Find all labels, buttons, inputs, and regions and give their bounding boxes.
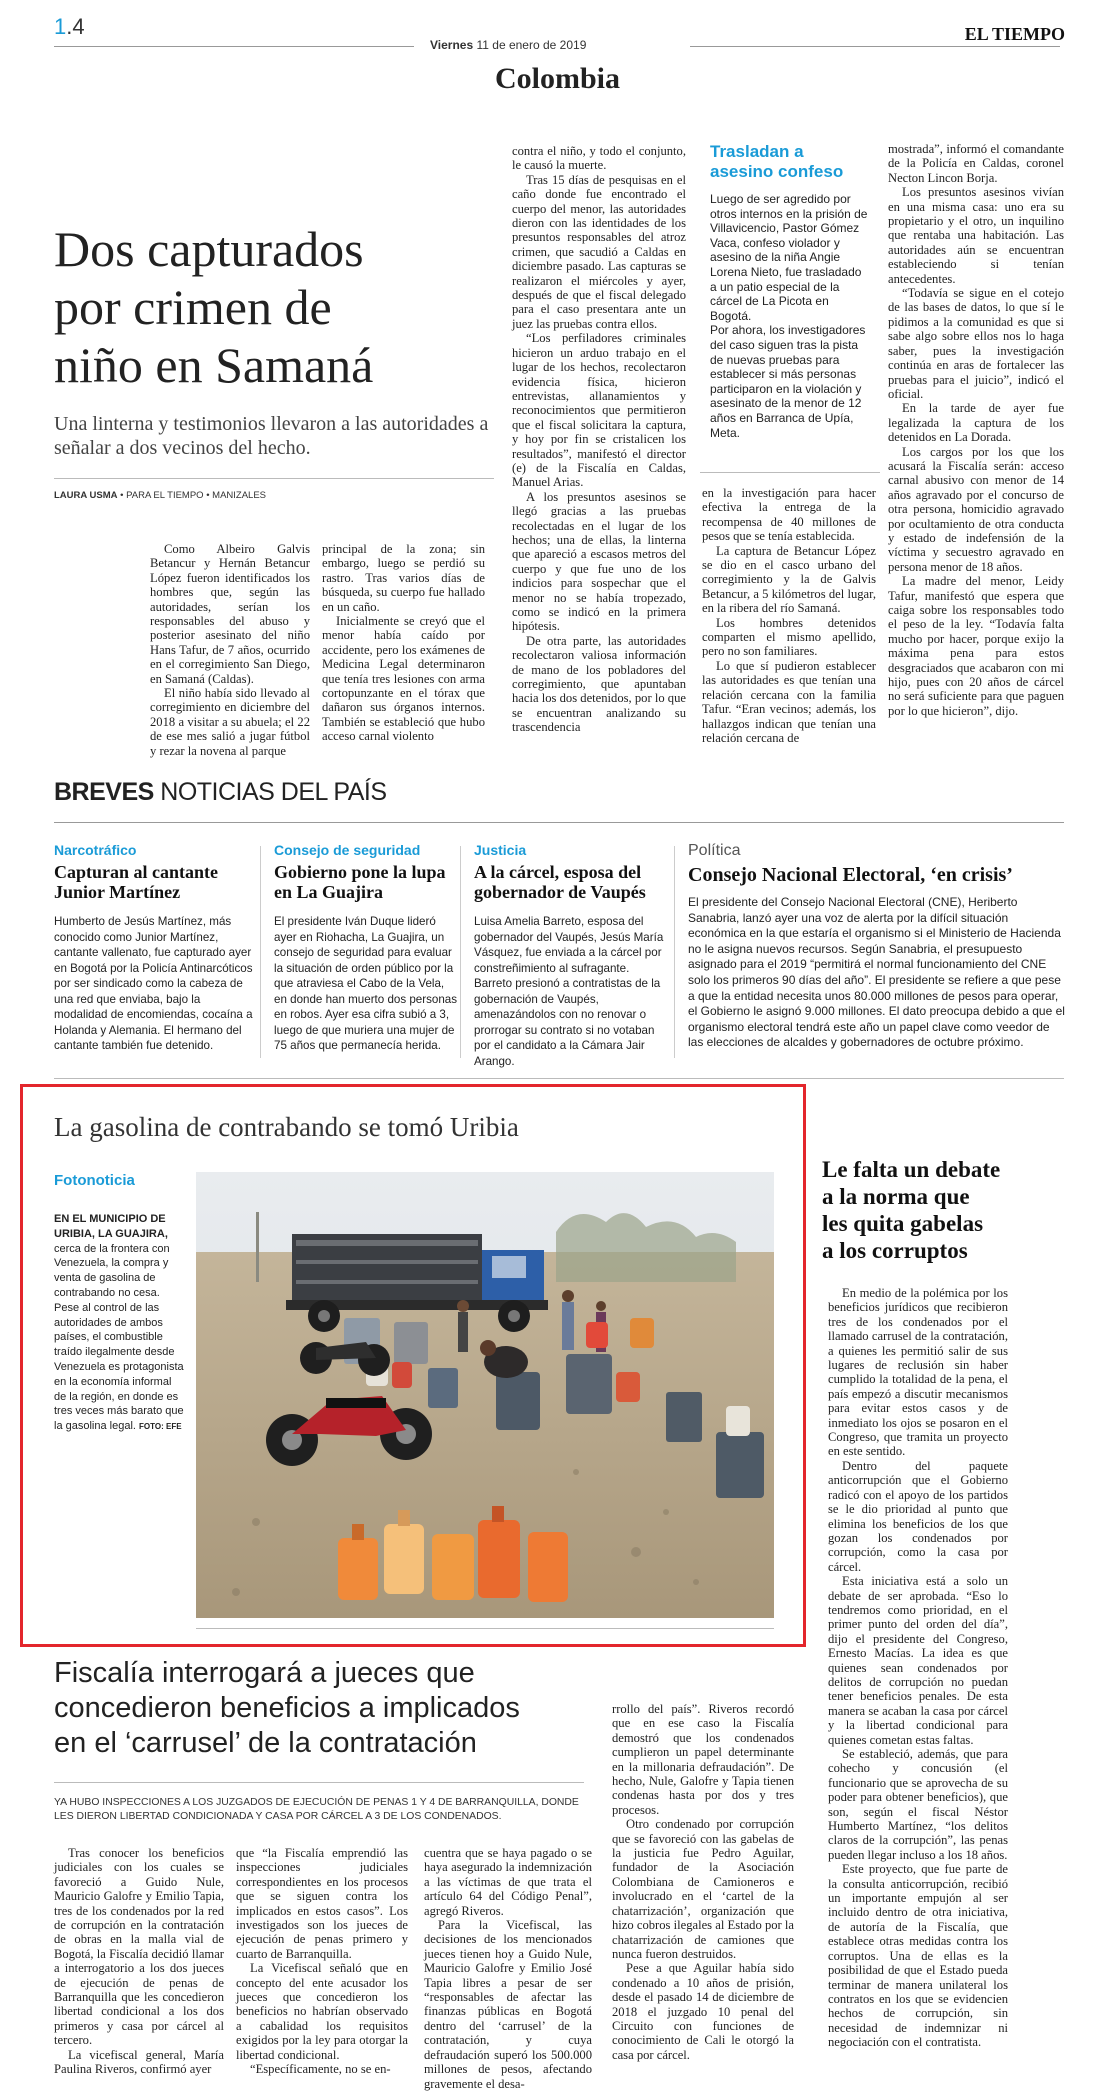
photo-headline: La gasolina de contrabando se tomó Uribia [54,1112,519,1142]
main-byline: LAURA USMA • PARA EL TIEMPO • MANIZALES [54,490,267,501]
sidebar-title: Trasladan a asesino confeso [710,142,844,181]
brief-2 [274,842,459,1054]
fiscalia-column-3: cuentra que se haya pagado o se haya asegurado la indemnización a las víctimas de que trata el artículo 64 del Código Penal”, agregó Riveros. Para la Vicefiscal, las decisiones de los mencionados jueces tienen hoy a Guido Nule, Mauricio Galofre y Emilio José Tapia libres a pesar de ser “responsables de afectar las finanzas públicas en Bogotá dentro del ‘carrusel’ de la contratación, y cuya defraudación superó los 500.000 millones de pesos, afectando gravemente el desa- [424,1846,592,2091]
brief-text: El presidente Iván Duque lideró ayer en Riohacha, La Guajira, un consejo de seguridad para evaluar la situación de orden público por la que atraviesa el Cabo de la Vela, en donde han muerto dos personas en robos. Ayer esa cifra subió a 3, luego de que muriera una mujer de 75 años que permanecía herida. [274,915,458,1052]
fiscalia-column-4: rrollo del país”. Riveros recordó que en ese caso la Fiscalía demostró que los condenados cumplieron un papel determinante en la millonaria defraudación”. De hecho, Nule, Galofre y Tapia tienen condenas hasta por dos y tres procesos. Otro condenado por corrupción que se favoreció con las gabelas de la justicia fue Pedro Aguilar, fundador de la Asociación Colombiana de Camioneros e involucrado en el ‘cartel de la chatarrización’, organización que hizo cobros ilegales al Estado por la chatarrización de camiones que nunca fueron destruidos. Pese a que Aguilar había sido condenado a 10 años de prisión, desde el pasado 14 de diciembre de 2018 el juzgado 10 penal del Circuito con funciones de conocimiento de Cali le otorgó la casa por cárcel. [612,1702,794,2062]
brief-title: Consejo Nacional Electoral, ‘en crisis’ [688,864,1013,886]
brief-1 [54,842,254,1054]
brief-text: Humberto de Jesús Martínez, más conocido como Junior Martínez, cantante vallenato, fue capturado ayer en Bogotá por la Policía Antinarcóticos por ser sindicado como la cabeza de una red que enviaba, bajo la modalidad de encomiendas, cocaína a Holanda y Alemania. El hermano del cantante también fue detenido. [54,915,253,1052]
fiscalia-column-1: Tras conocer los beneficios judiciales con los cuales se favoreció a Guido Nule, Mauricio Galofre y Emilio Tapia, tres de los condenados por la red de corrupción en la contratación de obras en la malla vial de Bogotá, la Fiscalía decidió llamar a interrogatorio a los dos jueces de ejecución de penas de Barranquilla que les concedieron libertad condicional a los dos primeros y casa por cárcel al tercero. La vicefiscal general, María Paulina Riveros, confirmó ayer [54,1846,224,2077]
brief-kicker: Justicia [474,842,527,858]
brief-kicker: Política [688,842,741,859]
photo-credit: FOTO: EFE [139,1422,182,1432]
brief-title: Capturan al cantante Junior Martínez [54,862,219,902]
main-headline: Dos capturados por crimen de niño en Samaná [54,221,374,393]
brief-text: El presidente del Consejo Nacional Electoral (CNE), Heriberto Sanabria, lanzó ayer una voz de alerta por la difícil situación económica en la que estaría el organismo si el Ministerio de Hacienda no le asigna nuevos recursos. Según Sanabria, el presupuesto asignado para el 2019 “permitirá el normal funcionamiento del CNE solo los primeros 90 días del año”. El presidente se refiere a que pese a que la entidad necesita unos 80.000 millones de pesos para operar, el Gobierno le asignó 9.000 millones. El dato preocupa debido a que el organismo electoral tendrá este año un papel clave como veedor de las elecciones de alcaldes y gobernadores de octubre próximo. [688,895,1065,1050]
main-column-3: contra el niño, y todo el conjunto, le causó la muerte. Tras 15 días de pesquisas en el caño donde fue encontrado el cuerpo del menor, las autoridades dieron con las identidades de los presuntos responsables del atroz crimen, que sacudió a Caldas en diciembre pasado. Las capturas se realizaron el miércoles y ayer, después de que el fiscal delegado para el caso presentara ante un juez las pruebas contra ellos. “Los perfiladores criminales hicieron un arduo trabajo en el lugar de los hechos, recolectaron evidencia física, hicieron entrevistas, allanamientos y reconocimientos que permitieron que el fiscal solicitara la captura, y hoy por fin se cristalicen los resultados”, manifestó el director (e) de la Fiscalía en Caldas, Manuel Arias. A los presuntos asesinos se llegó gracias a las pruebas recolectadas en el lugar de los hechos; una de ellas, la linterna que apareció a escasos metros del cuerpo y que fue uno de los indicios para sospechar que el menor no se había tropezado, como se indicó en la primera hipótesis. De otra parte, las autoridades recolectaron valiosa información de mano de los pobladores del corregimiento, que apuntaban hacia los dos detenidos, por lo que se encuentran analizando su trascendencia [512,144,686,735]
main-column-1: Como Albeiro Galvis Betancur y Hernán Betancur López fueron identificados los hombres que, según las autoridades, serían los responsables del abuso y posterior asesinato del niño Hans Tafur, de 7 años, ocurrido en el corregimiento San Diego, en Samaná (Caldas). El niño había sido llevado al corregimiento en diciembre del 2018 a visitar a su abuela; el 22 de ese mes salió a jugar fútbol y rezar la novena al parque [150,542,310,758]
photo-kicker: Fotonoticia [54,1172,135,1189]
section-title: Colombia [494,62,620,95]
debate-headline: Le falta un debate a la norma que les quita gabelas a los corruptos [822,1157,1001,1263]
photo-caption: EN EL MUNICIPIO DE URIBIA, LA GUAJIRA, cerca de la frontera con Venezuela, la compra y venta de gasolina de contrabando no cesa. Pese al control de las autoridades de ambos países, el combustible traído ilegalmente desde Venezuela es protagonista en la economía informal de la región, en donde es tres veces más barato que la gasolina legal. FOTO: EFE [54,1213,184,1433]
fiscalia-column-2: que “la Fiscalía emprendió las inspecciones judiciales correspondientes en los procesos que se siguen contra los implicados en estos casos”. Los investigados son los jueces de ejecución de penas primero y cuarto de Barranquilla. La Vicefiscal señaló que en concepto del ente acusador los jueces que concedieron los beneficios no habrían observado a cabalidad los requisitos exigidos por la ley para otorgar la libertad condicional. “Específicamente, no se en- [236,1846,408,2077]
brief-title: Gobierno pone la lupa en La Guajira [274,862,446,902]
brief-text: Luisa Amelia Barreto, esposa del gobernador del Vaupés, Jesús María Vásquez, fue enviada a la cárcel por constreñimiento al sufragante. Barreto presionó a contratistas de la gobernación de Vaupés, amenazándolos con no renovar o prorrogar su contrato si no votaban por el candidato a la Cámara Jair Arango. [474,915,664,1068]
brief-kicker: Narcotráfico [54,842,137,858]
brief-title: A la cárcel, esposa del gobernador de Vaupés [474,862,646,902]
brief-kicker: Consejo de seguridad [274,842,421,858]
issue-date: Viernes 11 de enero de 2019 [430,38,587,52]
sidebar-body: Luego de ser agredido por otros internos en la prisión de Villavicencio, Pastor Gómez Vaca, confeso violador y asesino de la niña Angie Lorena Nieto, fue trasladado a un patio especial de la cárcel de La Picota en Bogotá. Por ahora, los investigadores del caso siguen tras la pista de nuevas pruebas para establecer si más personas participaron en la violación y asesinato de la menor de 12 años en Barranca de Upía, Meta. [710,192,868,440]
fiscalia-subhead: YA HUBO INSPECCIONES A LOS JUZGADOS DE EJECUCIÓN DE PENAS 1 Y 4 DE BARRANQUILLA, DONDE LES DIERON LIBERTAD CONDICIONADA Y CASA POR CÁRCEL A 3 DE LOS CONDENADOS. [54,1797,579,1822]
debate-body: En medio de la polémica por los beneficios jurídicos que recibieron tres de los condenados por el llamado carrusel de la contratación, a quienes les permitió salir de sus lugares de reclusión sin haber cumplido la totalidad de la pena, el país empezó a discutir mecanismos para evitar estos casos y de inmediato los ojos se posaron en el Congreso, que tramita un proyecto en este sentido. Dentro del paquete anticorrupción que el Gobierno radicó con el apoyo de los partidos se le dio prioridad al punto que elimina los beneficios de los que gozan los condenados por corrupción, como la casa por cárcel. Esta iniciativa está a solo un debate de ser aprobada. “Eso lo tendremos como prioridad, en el primer punto del orden del día”, dijo el presidente del Congreso, Ernesto Macías. La idea es que quienes sean condenados por delitos de corrupción no puedan tener beneficios penales. De esta manera se acaban la casa por cárcel y la libertad condicional para quienes cometan estas faltas. Se estableció, además, que para cohecho y concusión (el funcionario que se aprovecha de su poder para obtener beneficios), que son, según el fiscal Néstor Humberto Martínez, “los delitos claros de la corrupción”, las penas pueden llegar incluso a los 18 años. Este proyecto, que fue parte de la consulta anticorrupción, recibió un importante empujón al ser incluido dentro de otra iniciativa, de autoría de la Fiscalía, que establece otras medidas contra los corruptos. Una de ellas es la posibilidad de que el Estado pueda terminar de manera unilateral los contratos en los que se evidencien hechos de corrupción, sin necesidad de indemnizar ni negociación con el contratista. [828,1286,1008,2050]
brief-3 [474,842,664,1069]
photo-contraband-gasoline [196,1172,774,1618]
fiscalia-headline: Fiscalía interrogará a jueces que concedieron beneficios a implicados en el ‘carrusel’ de la contratación [54,1657,520,1759]
newspaper-brand: EL TIEMPO [964,24,1065,44]
main-column-5: mostrada”, informó el comandante de la Policía en Caldas, coronel Necton Lincon Borja. Los presuntos asesinos vivían en una misma casa: uno era su propietario y el otro, un inquilino que rentaba una habitación. Las autoridades aún se encuentran estableciendo si tenían antecedentes. “Todavía se sigue en el cotejo de las bases de datos, lo que sí le pidimos a la comunidad es que si sabe algo sobre ellos nos lo haga saber, pues la investigación continúa en aras de fortalecer las pruebas para el juicio”, indicó el oficial. En la tarde de ayer fue legalizada la captura de los detenidos en La Dorada. Los cargos por los que los acusará la Fiscalía serán: acceso carnal abusivo con menor de 14 años agravado por el concurso de otra persona, homicidio agravado por ocultamiento de otra conducta y estado de indefensión de la víctima y secuestro agravado en persona menor de 18 años. La madre del menor, Leidy Tafur, manifestó que espera que caiga sobre los responsables todo el peso de la ley. “Todavía falta mucho por hacer, porque exijo la máxima pena para estos desgraciados que acabaron con mi hijo, pues con 20 años de cárcel no será suficiente para que paguen por lo que hicieron”, dijo. [888,142,1064,718]
main-column-4: en la investigación para hacer efectiva la entrega de la recompensa de 40 millones de pesos que se tenía establecida. La captura de Betancur López se dio en el casco urbano del corregimiento y la de Galvis Betancur, a 5 kilómetros del lugar, en la ribera del río Samaná. Los hombres detenidos comparten el mismo apellido, pero no son familiares. Lo que sí pudieron establecer las autoridades es que tenían una relación cercana con la familia Tafur. “Eran vecinos; además, los hallazgos indican que tenían una relación cercana de [702,486,876,745]
main-column-2: principal de la zona; sin embargo, luego se perdió su rastro. Tras varios días de búsqueda, su cuerpo fue hallado en un caño. Inicialmente se creyó que el menor había caído por accidente, pero los exámenes de Medicina Legal determinaron que tenía tres lesiones con arma cortopunzante en el tórax que dañaron sus órganos internos. También se estableció que hubo acceso carnal violento [322,542,485,744]
brief-politica [688,842,1066,1051]
breves-label: BREVES NOTICIAS DEL PAÍS [54,778,387,806]
page-number: 1.4 [54,14,85,39]
main-subhead: Una linterna y testimonios llevaron a las autoridades a señalar a dos vecinos del hecho. [54,413,489,459]
